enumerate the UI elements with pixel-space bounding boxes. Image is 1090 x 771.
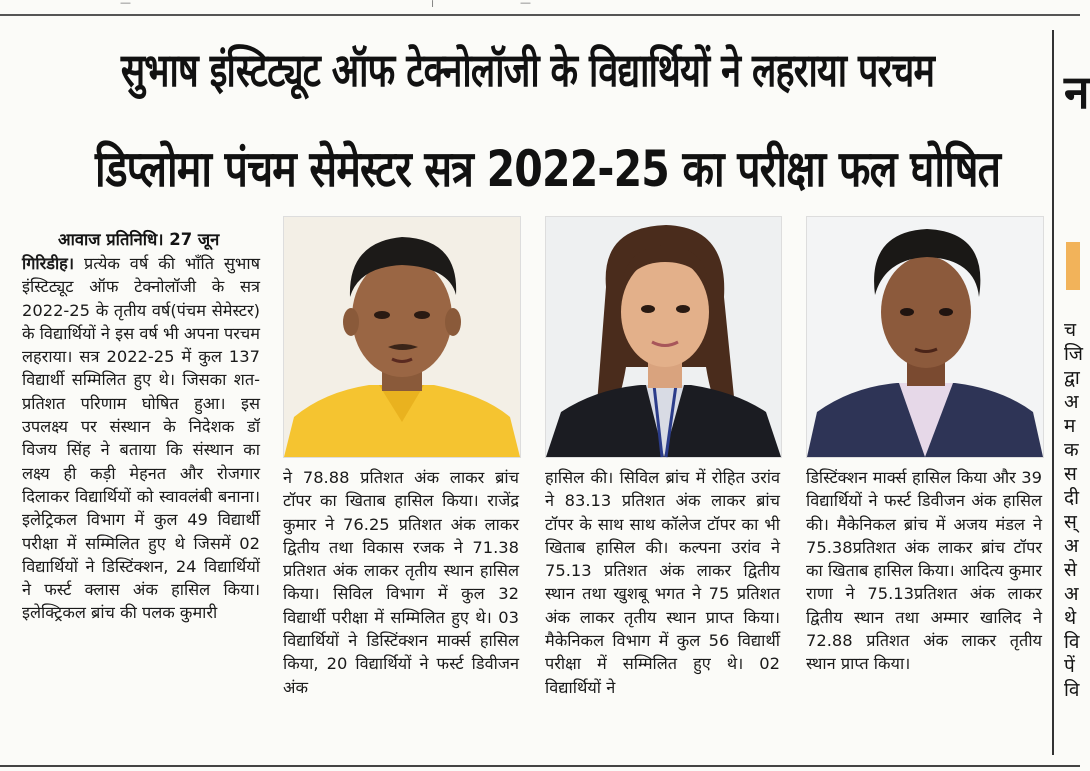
adjacent-line-fragment: से: [1064, 559, 1077, 581]
dateline-place: गिरिडीह।: [22, 254, 75, 273]
adjacent-line-fragment: वि: [1064, 631, 1080, 653]
adjacent-line-fragment: स्: [1064, 511, 1077, 533]
headline-main: सुभाष इंस्टिट्यूट ऑफ टेक्नोलॉजी के विद्यार्थियों ने लहराया परचम: [120, 43, 935, 97]
adjacent-line-fragment: वि: [1064, 679, 1080, 701]
photo-student-3: [806, 216, 1044, 458]
adjacent-color-block: [1066, 242, 1080, 290]
column-divider: [1052, 30, 1054, 755]
student-1-portrait: [284, 217, 520, 457]
article-column-2: ने 78.88 प्रतिशत अंक लाकर ब्रांच टॉपर का खिताब हासिल किया। राजेंद्र कुमार ने 76.25 प्रतिशत अंक लाकर द्वितीय तथा विकास रजक ने 71.38 प्रतिशत अंक लाकर तृतीय स्थान हासिल किया। सिविल विभाग में कुल 32 विद्यार्थी परीक्षा में सम्मिलित हुए थे। 03 विद्यार्थियों ने डिस्टिंक्शन मार्क्स हासिल किया, 20 विद्यार्थियों ने फर्स्ट डिवीजन अंक: [283, 468, 519, 697]
adjacent-line-fragment: अ: [1064, 391, 1079, 413]
adjacent-article-strip: [1056, 20, 1090, 771]
adjacent-line-fragment: अ: [1064, 583, 1079, 605]
page-top-edge: — । —: [0, 0, 1080, 16]
adjacent-line-fragment: स: [1064, 463, 1077, 485]
page-bottom-rule: [0, 765, 1080, 767]
adjacent-line-fragment: अ: [1064, 535, 1079, 557]
article-column-3: हासिल की। सिविल ब्रांच में रोहित उरांव ने 83.13 प्रतिशत अंक लाकर ब्रांच टॉपर के साथ साथ कॉलेज टॉपर का भी खिताब हासिल की। कल्पना उरांव ने 75.13 प्रतिशत अंक लाकर द्वितीय स्थान तथा खुशबू भगत ने 75 प्रतिशत अंक लाकर तृतीय स्थान प्राप्त किया। मैकेनिकल विभाग में कुल 56 विद्यार्थी परीक्षा में सम्मिलित हुए थे। 02 विद्यार्थियों ने: [545, 468, 780, 697]
photo-student-2: [545, 216, 782, 458]
byline: आवाज प्रतिनिधि। 27 जून: [58, 230, 220, 249]
adjacent-line-fragment: जि: [1064, 343, 1084, 365]
article-column-1: [22, 252, 260, 625]
adjacent-line-fragment: क: [1064, 439, 1079, 461]
photo-student-1: [283, 216, 521, 458]
adjacent-heading-fragment: न: [1064, 65, 1090, 119]
adjacent-line-fragment: थे: [1064, 607, 1077, 629]
adjacent-line-fragment: पें: [1064, 655, 1075, 677]
student-3-portrait: [807, 217, 1043, 457]
adjacent-line-fragment: द्वा: [1064, 367, 1080, 389]
article-text-1: प्रत्येक वर्ष की भाँति सुभाष इंस्टिट्यूट ऑफ टेक्नोलॉजी के सत्र 2022-25 के तृतीय वर्ष(पंचम सेमेस्टर) के विद्यार्थियों ने इस वर्ष भी अपना परचम लहराया। सत्र 2022-25 में कुल 137 विद्यार्थी सम्मिलित हुए थे। जिसका शत-प्रतिशत परिणाम घोषित हुआ। इस उपलक्ष्य पर संस्थान के निदेशक डॉ विजय सिंह ने बताया कि संस्थान का लक्ष्य ही कड़ी मेहनत और रोजगार दिलाकर विद्यार्थियों को स्वावलंबी बनाना। इलेट्रिकल विभाग में कुल 49 विद्यार्थी परीक्षा में सम्मिलित हुए थे जिसमें 02 विद्यार्थियों ने डिस्टिंक्शन, 24 विद्यार्थियों ने फर्स्ट क्लास अंक हासिल किया। इलेक्ट्रिकल ब्रांच की पलक कुमारी: [22, 254, 260, 623]
adjacent-line-fragment: दी: [1064, 487, 1080, 509]
student-2-portrait: [546, 217, 781, 457]
article-column-4: डिस्टिंक्शन मार्क्स हासिल किया और 39 विद्यार्थियों ने फर्स्ट डिवीजन अंक हासिल की। मैकेनिकल ब्रांच में अजय मंडल ने 75.38प्रतिशत अंक लाकर ब्रांच टॉपर का खिताब हासिल किया। आदित्य कुमार राणा ने 75.13प्रतिशत अंक लाकर द्वितीय स्थान तथा अम्मार खालिद ने 72.88 प्रतिशत अंक लाकर तृतीय स्थान प्राप्त किया।: [806, 468, 1042, 674]
headline-sub: डिप्लोमा पंचम सेमेस्टर सत्र 2022-25 का परीक्षा फल घोषित: [94, 140, 1001, 198]
adjacent-line-fragment: म: [1064, 415, 1076, 437]
adjacent-line-fragment: च: [1064, 319, 1077, 341]
